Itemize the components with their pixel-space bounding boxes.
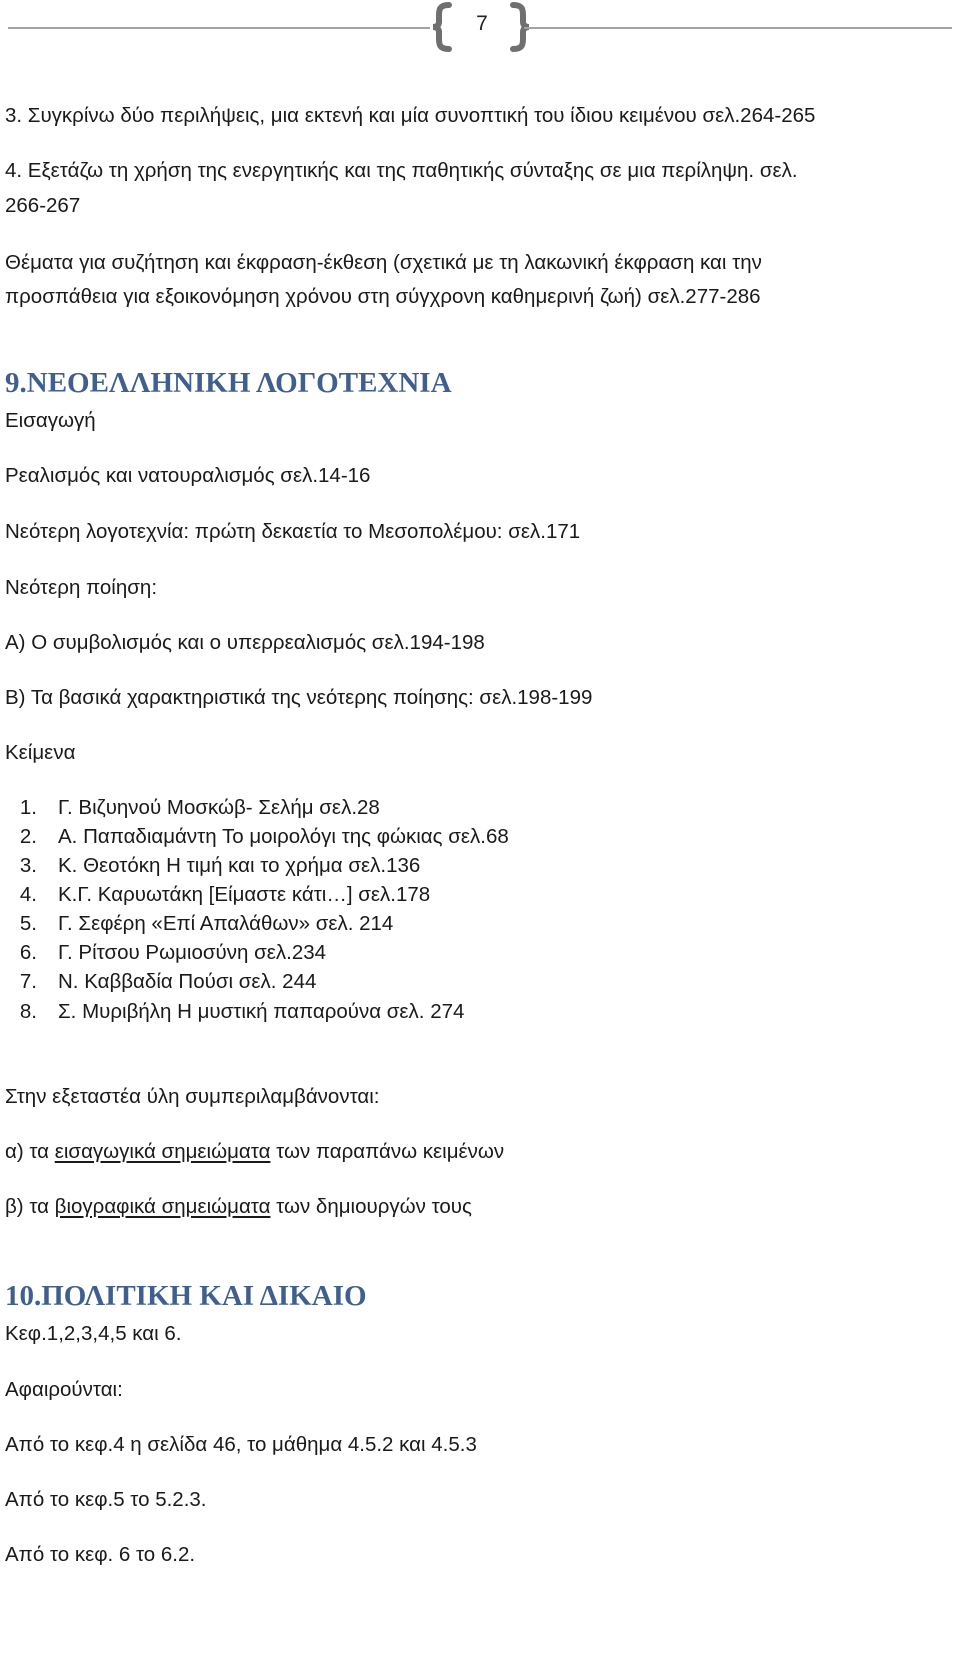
top-item-4-line1: 4. Εξετάζω τη χρήση της ενεργητικής και της παθητικής σύνταξης σε μια περίληψη. σελ. [5, 159, 798, 182]
poetry-a-line: Α) Ο συμβολισμός και ο υπερρεαλισμός σελ.194-198 [5, 631, 485, 654]
themes-line2: προσπάθεια για εξοικονόμηση χρόνου στη σύγχρονη καθημερινή ζωή) σελ.277-286 [5, 285, 761, 308]
modern-lit-line: Νεότερη λογοτεχνία: πρώτη δεκαετία το Μεσοπολέμου: σελ.171 [5, 520, 581, 543]
header-rule-left [8, 27, 430, 29]
included-label: Στην εξεταστέα ύλη συμπεριλαμβάνονται: [5, 1085, 380, 1108]
texts-label: Κείμενα [5, 741, 76, 764]
modern-poetry-label: Νεότερη ποίηση: [5, 576, 158, 599]
left-brace-ornament [430, 2, 454, 52]
themes-line1: Θέματα για συζήτηση και έκφραση-έκθεση (σχετικά με τη λακωνική έκφραση και την [5, 251, 762, 274]
top-item-3: 3. Συγκρίνω δύο περιλήψεις, μια εκτενή και μία συνοπτική του ίδιου κειμένου σελ.264-265 [5, 104, 816, 127]
removed-line-1: Από το κεφ.4 η σελίδα 46, το μάθημα 4.5.2 και 4.5.3 [5, 1433, 477, 1456]
realism-line: Ρεαλισμός και νατουραλισμός σελ.14-16 [5, 464, 371, 487]
list-item: 3. Κ. Θεοτόκη Η τιμή και το χρήμα σελ.136 [19, 854, 421, 877]
list-item: 5. Γ. Σεφέρη «Επί Απαλάθων» σελ. 214 [19, 912, 394, 935]
included-b-line: β) τα βιογραφικά σημειώματα των δημιουργών τους [5, 1195, 472, 1218]
removed-line-3: Από το κεφ. 6 το 6.2. [5, 1543, 196, 1566]
header-rule-right [524, 27, 952, 29]
list-item: 8. Σ. Μυριβήλη Η μυστική παπαρούνα σελ. 274 [19, 1000, 465, 1023]
removed-label: Αφαιρούνται: [5, 1378, 123, 1401]
poetry-b-line: Β) Τα βασικά χαρακτηριστικά της νεότερης ποίησης: σελ.198-199 [5, 686, 593, 709]
removed-line-2: Από το κεφ.5 το 5.2.3. [5, 1488, 207, 1511]
page-header [0, 0, 960, 60]
list-item: 7. Ν. Καββαδία Πούσι σελ. 244 [19, 970, 317, 993]
section10-heading: 10.ΠΟΛΙΤΙΚΗ ΚΑΙ ΔΙΚΑΙΟ [5, 1280, 367, 1312]
chapters-line: Κεφ.1,2,3,4,5 και 6. [5, 1322, 182, 1345]
list-item: 1. Γ. Βιζυηνού Μοσκώβ- Σελήμ σελ.28 [19, 796, 380, 819]
page-number: 7 [476, 12, 488, 35]
list-item: 4. Κ.Γ. Καρυωτάκη [Είμαστε κάτι…] σελ.178 [19, 883, 431, 906]
section9-intro: Εισαγωγή [5, 409, 96, 432]
list-item: 6. Γ. Ρίτσου Ρωμιοσύνη σελ.234 [19, 941, 327, 964]
top-item-4-line2: 266-267 [5, 194, 81, 217]
included-a-line: α) τα εισαγωγικά σημειώματα των παραπάνω κειμένων [5, 1140, 505, 1163]
list-item: 2. Α. Παπαδιαμάντη Το μοιρολόγι της φώκιας σελ.68 [19, 825, 509, 848]
section9-heading: 9.ΝΕΟΕΛΛΗΝΙΚΗ ΛΟΓΟΤΕΧΝΙΑ [5, 367, 452, 399]
